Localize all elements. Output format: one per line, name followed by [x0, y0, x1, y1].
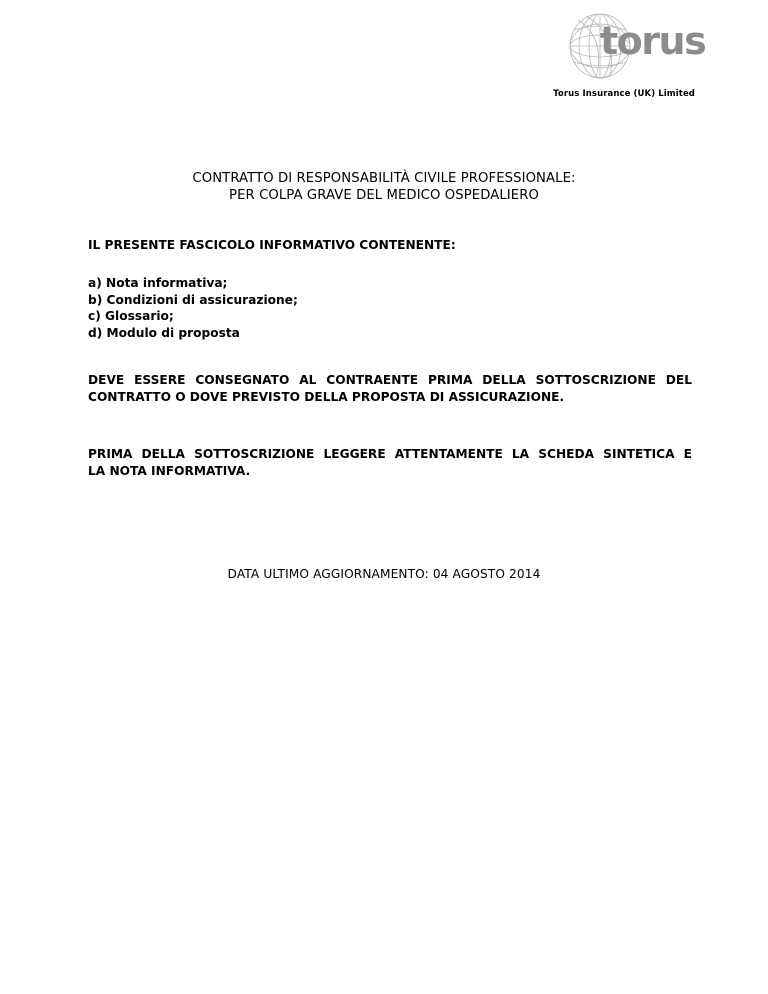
logo-wordmark: torus [600, 19, 706, 63]
list-item: b) Condizioni di assicurazione; [88, 292, 298, 307]
last-update-date: DATA ULTIMO AGGIORNAMENTO: 04 AGOSTO 2014 [227, 567, 541, 581]
delivery-notice-line-1: DEVE ESSERE CONSEGNATO AL CONTRAENTE PRIMA DELLA SOTTOSCRIZIONE DEL [88, 373, 692, 387]
list-item: c) Glossario; [88, 309, 174, 323]
company-name: Torus Insurance (UK) Limited [553, 89, 695, 99]
delivery-notice-line-2: CONTRATTO O DOVE PREVISTO DELLA PROPOSTA DI ASSICURAZIONE. [88, 389, 565, 404]
torus-logo [566, 8, 706, 86]
list-item: a) Nota informativa; [88, 276, 228, 290]
delivery-notice [88, 372, 692, 405]
contents-list [88, 275, 692, 341]
title-line-2: PER COLPA GRAVE DEL MEDICO OSPEDALIERO [229, 188, 539, 203]
reading-notice-line-1: PRIMA DELLA SOTTOSCRIZIONE LEGGERE ATTENTAMENTE LA SCHEDA SINTETICA E [88, 447, 692, 461]
reading-notice [88, 446, 692, 479]
reading-notice-line-2: LA NOTA INFORMATIVA. [88, 463, 251, 478]
contents-heading: IL PRESENTE FASCICOLO INFORMATIVO CONTENENTE: [88, 238, 456, 252]
title-line-1: CONTRATTO DI RESPONSABILITÀ CIVILE PROFESSIONALE: [192, 171, 576, 186]
list-item: d) Modulo di proposta [88, 325, 240, 340]
document-title [0, 170, 768, 204]
